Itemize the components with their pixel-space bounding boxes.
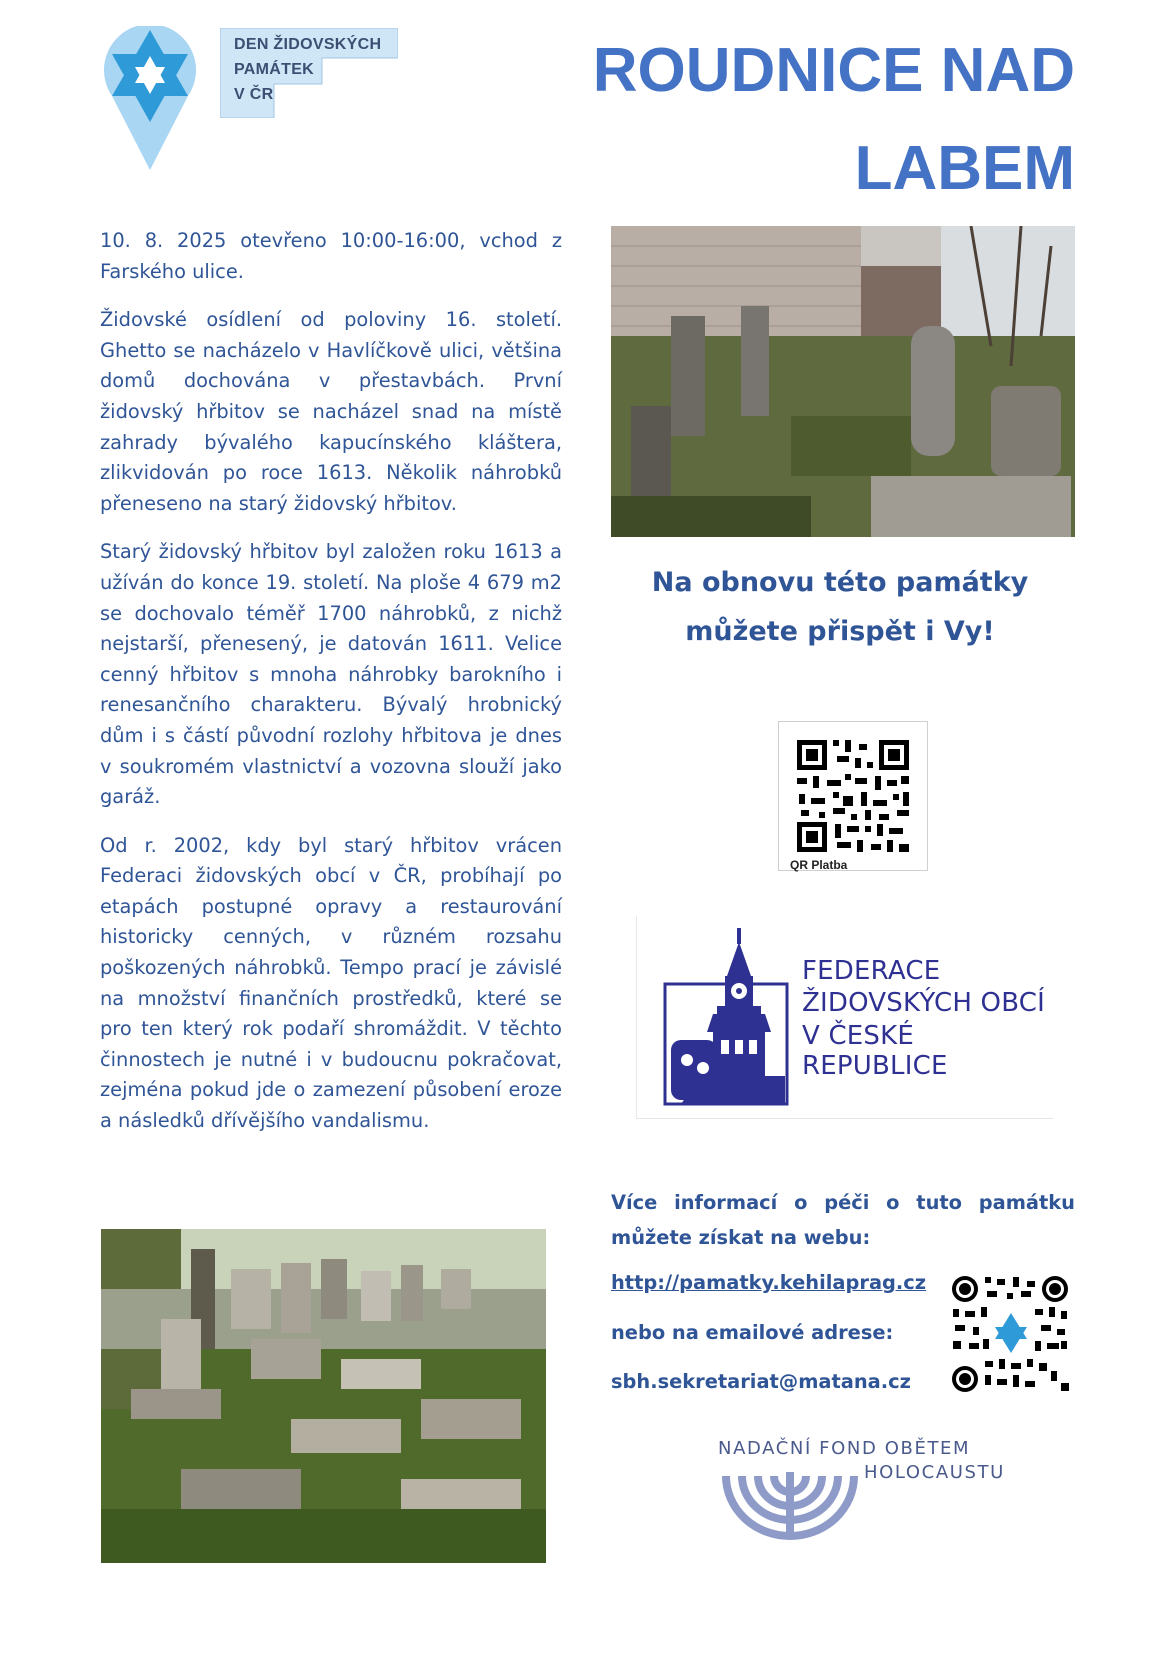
town-hall-tower-icon (661, 928, 791, 1108)
nadacni-fond-line-1: NADAČNÍ FOND OBĚTEM (718, 1438, 971, 1459)
page-title-line-2: LABEM (854, 134, 1075, 203)
menorah-icon (720, 1472, 860, 1542)
den-zidovskych-pamatek-logo (220, 28, 398, 118)
logo-text-line-3: V ČR (234, 86, 274, 103)
donation-appeal-line-2: můžete přispět i Vy! (685, 616, 995, 647)
qr-code-icon (779, 722, 927, 870)
page-title-line-1: ROUDNICE NAD (592, 36, 1075, 105)
logo-text-line-1: DEN ŽIDOVSKÝCH (234, 36, 382, 53)
nadacni-fond-line-2: HOLOCAUSTU (864, 1462, 1005, 1483)
paragraph-history: Židovské osídlení od poloviny 16. století. Ghetto se nacházelo v Havlíčkově ulici, většina domů dochována v přestavbách. První židovský hřbitov se nacházel snad na místě zahrady bývalého kapucínského kláštera, zlikvidován po roce 1613. Několik náhrobků přeneseno na starý židovský hřbitov. (100, 308, 562, 515)
qr-payment-code[interactable] (778, 721, 928, 871)
page-title (515, 22, 1075, 218)
donation-appeal (600, 558, 1080, 656)
description-text (100, 226, 562, 1155)
more-info-intro: Více informací o péči o tuto památku můžete získat na webu: (611, 1191, 1075, 1249)
website-link[interactable]: http://pamatky.kehilaprag.cz (611, 1271, 927, 1294)
nadacni-fond-logo (718, 1438, 1018, 1544)
email-address[interactable]: sbh.sekretariat@matana.cz (611, 1370, 911, 1393)
cemetery-photo-wall (611, 226, 1075, 537)
paragraph-old-cemetery: Starý židovský hřbitov byl založen roku 1613 a užíván do konce 19. století. Na ploše 4 679 m2 se dochovalo téměř 1700 náhrobků, z nichž nejstarší, přenesený, je datován 1611. Velice cenný hřbitov s mnoha náhrobky barokního i renesančního charakteru. Bývalý hrobnický dům i s částí původní rozlohy hřbitova je dnes v soukromém vlastnictví a vozovna slouží jako garáž. (100, 540, 562, 809)
email-intro: nebo na emailové adrese: (611, 1321, 894, 1344)
star-of-david-pin-icon (104, 26, 196, 170)
federation-line-2: ŽIDOVSKÝCH OBCÍ (802, 988, 1046, 1018)
logo-text-line-2: PAMÁTEK (234, 61, 315, 78)
paragraph-restoration: Od r. 2002, kdy byl starý hřbitov vrácen Federaci židovských obcí v ČR, probíhají po etapách postupné opravy a restaurování historicky cenných, v různém rozsahu poškozených náhrobků. Tempo prací je závislé na množství finančních prostředků, které se pro ten který rok podaří shromáždit. V těchto činnostech je nutné i v budoucnu pokračovat, zejména pokud jde o zamezení působení eroze a následků dřívějšího vandalismu. (100, 833, 562, 1133)
donation-appeal-line-1: Na obnovu této památky (651, 567, 1029, 598)
federation-logo (636, 916, 1053, 1119)
federation-line-1: FEDERACE (802, 956, 941, 986)
more-info-block (611, 1185, 1075, 1393)
qr-payment-label: QR Platba (790, 858, 848, 872)
cemetery-photo-ivy (101, 1229, 546, 1563)
federation-line-3: V ČESKÉ REPUBLICE (802, 1021, 948, 1081)
website-qr-code[interactable] (951, 1275, 1069, 1393)
qr-code-icon (951, 1275, 1069, 1393)
paragraph-opening: 10. 8. 2025 otevřeno 10:00-16:00, vchod z Farského ulice. (100, 229, 562, 283)
